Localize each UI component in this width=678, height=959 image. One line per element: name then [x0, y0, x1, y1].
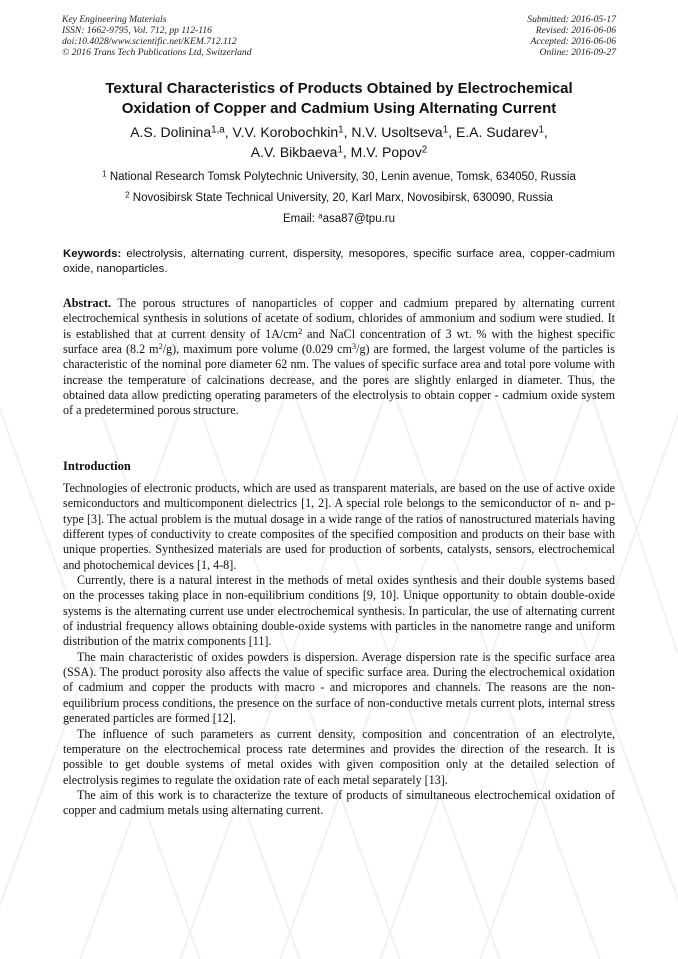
- paper-title: [40, 79, 638, 119]
- date-online: Online: 2016-09-27: [539, 47, 616, 58]
- affiliation-text: Novosibirsk State Technical University, 20, Karl Marx, Novosibirsk, 630090, Russia: [132, 192, 553, 204]
- keywords-text: electrolysis, alternating current, dispersity, mesopores, specific surface area, copper-cadmium oxide, nanoparticles.: [63, 248, 615, 275]
- journal-name: Key Engineering Materials: [62, 14, 167, 25]
- paragraph: Currently, there is a natural interest in the methods of metal oxides synthesis and their double systems based on the processes taking place in non-equilibrium conditions [9, 10]. Unique opportunity to obtain double-oxide systems is the alternating current use under electrochemical synthesis. In particular, the use of alternating current of industrial frequency allows obtaining double-oxide systems with particles in the nanometre range and uniform distribution of the matrix components [11].: [63, 573, 615, 649]
- affiliation-1: [40, 170, 638, 184]
- paragraph: The aim of this work is to characterize the texture of products of simultaneous electrochemical oxidation of copper and cadmium metals using alternating current.: [63, 787, 615, 818]
- author-affiliation-mark: 1: [538, 124, 544, 136]
- introduction-body: [63, 481, 615, 819]
- title-line-1: Textural Characteristics of Products Obtained by Electrochemical: [105, 80, 573, 97]
- author-name: A.S. Dolinina: [130, 124, 212, 140]
- author-separator: ,: [543, 124, 548, 140]
- email-label: Email:: [282, 213, 319, 225]
- unit-exponent: 3: [351, 341, 357, 352]
- journal-issn: ISSN: 1662-9795, Vol. 712, pp 112-116: [62, 25, 212, 36]
- title-line-2: Oxidation of Copper and Cadmium Using Alternating Current: [121, 100, 557, 117]
- email-mark: a: [318, 211, 323, 221]
- journal-copyright: © 2016 Trans Tech Publications Ltd, Switzerland: [62, 47, 252, 58]
- paragraph: The influence of such parameters as current density, composition and concentration of an electrolyte, temperature on the electrochemical process rate determines and provides the direction of the research. It is possible to get double systems of metal oxides with given composition only at the detailed selection of electrolysis regimes to regulate the oxidation rate of each metal separately [13].: [63, 726, 615, 787]
- affiliation-number: 1: [102, 169, 107, 179]
- author-separator: ,: [448, 124, 456, 140]
- paragraph: Technologies of electronic products, which are used as transparent materials, are based on the use of active oxide semiconductors and multicomponent dielectrics [1, 2]. A special role belongs to the semiconductor of n- and p-type [3]. The actual problem is the mutual dosage in a wide range of the ratios of nanostructured materials having different types of conductivity to create composites of the specified composition and products on their base with unique properties. Synthesized materials are used for production of sorbents, catalysts, sensors, electrochemical and photochemical devices [1, 4-8].: [63, 481, 615, 572]
- author-separator: ,: [342, 144, 351, 160]
- journal-doi: doi:10.4028/www.scientific.net/KEM.712.112: [62, 36, 237, 47]
- unit-exponent: 2: [298, 325, 303, 336]
- abstract-text: and NaCl concentration of 3 wt. % with the highest specific surface area (8.2 m: [63, 326, 616, 357]
- author-affiliation-mark: 2: [421, 144, 428, 156]
- authors-line-2: [40, 142, 638, 162]
- date-accepted: Accepted: 2016-06-06: [530, 36, 616, 47]
- keywords-label: Keywords:: [63, 248, 122, 260]
- authors-line-1: [40, 122, 638, 142]
- date-revised: Revised: 2016-06-06: [535, 25, 616, 36]
- email-address[interactable]: asa87@tpu.ru: [322, 213, 396, 225]
- author-name: N.V. Usoltseva: [351, 124, 443, 140]
- unit-exponent: 2: [158, 341, 163, 352]
- author-list: [40, 122, 638, 162]
- contact-email: [40, 212, 638, 226]
- journal-info: [62, 14, 252, 58]
- author-separator: ,: [343, 124, 352, 140]
- author-name: E.A. Sudarev: [455, 124, 539, 140]
- author-name: M.V. Popov: [350, 144, 422, 160]
- author-affiliation-mark: 1,a: [211, 124, 225, 136]
- abstract-text: /g) are formed, the largest volume of the particles is characteristic of the nominal pore diameter 62 nm. The values of specific surface area and total pore volume with increase the temperature of calcinations decrease, and the pores are slightly enlarged in diameter. Thus, the obtained data allow predicting operating parameters of the electrolysis to obtain copper - cadmium oxide system of a predetermined porous structure.: [63, 342, 615, 418]
- section-heading-introduction: Introduction: [63, 459, 131, 473]
- affiliation-2: [40, 191, 638, 205]
- submission-dates: [527, 14, 616, 58]
- keywords: [63, 247, 615, 277]
- author-name: V.V. Korobochkin: [232, 124, 339, 140]
- affiliation-number: 2: [125, 190, 130, 200]
- abstract: [63, 296, 615, 419]
- affiliation-text: National Research Tomsk Polytechnic University, 30, Lenin avenue, Tomsk, 634050, Russia: [109, 171, 576, 183]
- abstract-label: Abstract.: [63, 296, 112, 310]
- author-affiliation-mark: 1: [442, 124, 449, 136]
- author-separator: ,: [224, 124, 233, 140]
- paragraph: The main characteristic of oxides powders is dispersion. Average dispersion rate is the specific surface area (SSA). The product porosity also affects the value of specific surface area. During the electrochemical oxidation of cadmium and copper the products with macro - and micropores and channels. The reasons are the non-equilibrium process conditions, the presence on the surface of non-conductive metals current plots, internal stress generated particles are formed [12].: [63, 649, 615, 726]
- date-submitted: Submitted: 2016-05-17: [527, 14, 616, 25]
- author-affiliation-mark: 1: [338, 124, 344, 136]
- author-name: A.V. Bikbaeva: [250, 144, 338, 160]
- abstract-text: /g), maximum pore volume (0.029 cm: [162, 342, 352, 357]
- abstract-text: The porous structures of nanoparticles of copper and cadmium prepared by alternating current electrochemical synthesis in solutions of acetate of sodium, chlorides of ammonium and sodium were studied. It is established that at current density of 1A/cm: [63, 296, 615, 341]
- author-affiliation-mark: 1: [337, 144, 343, 156]
